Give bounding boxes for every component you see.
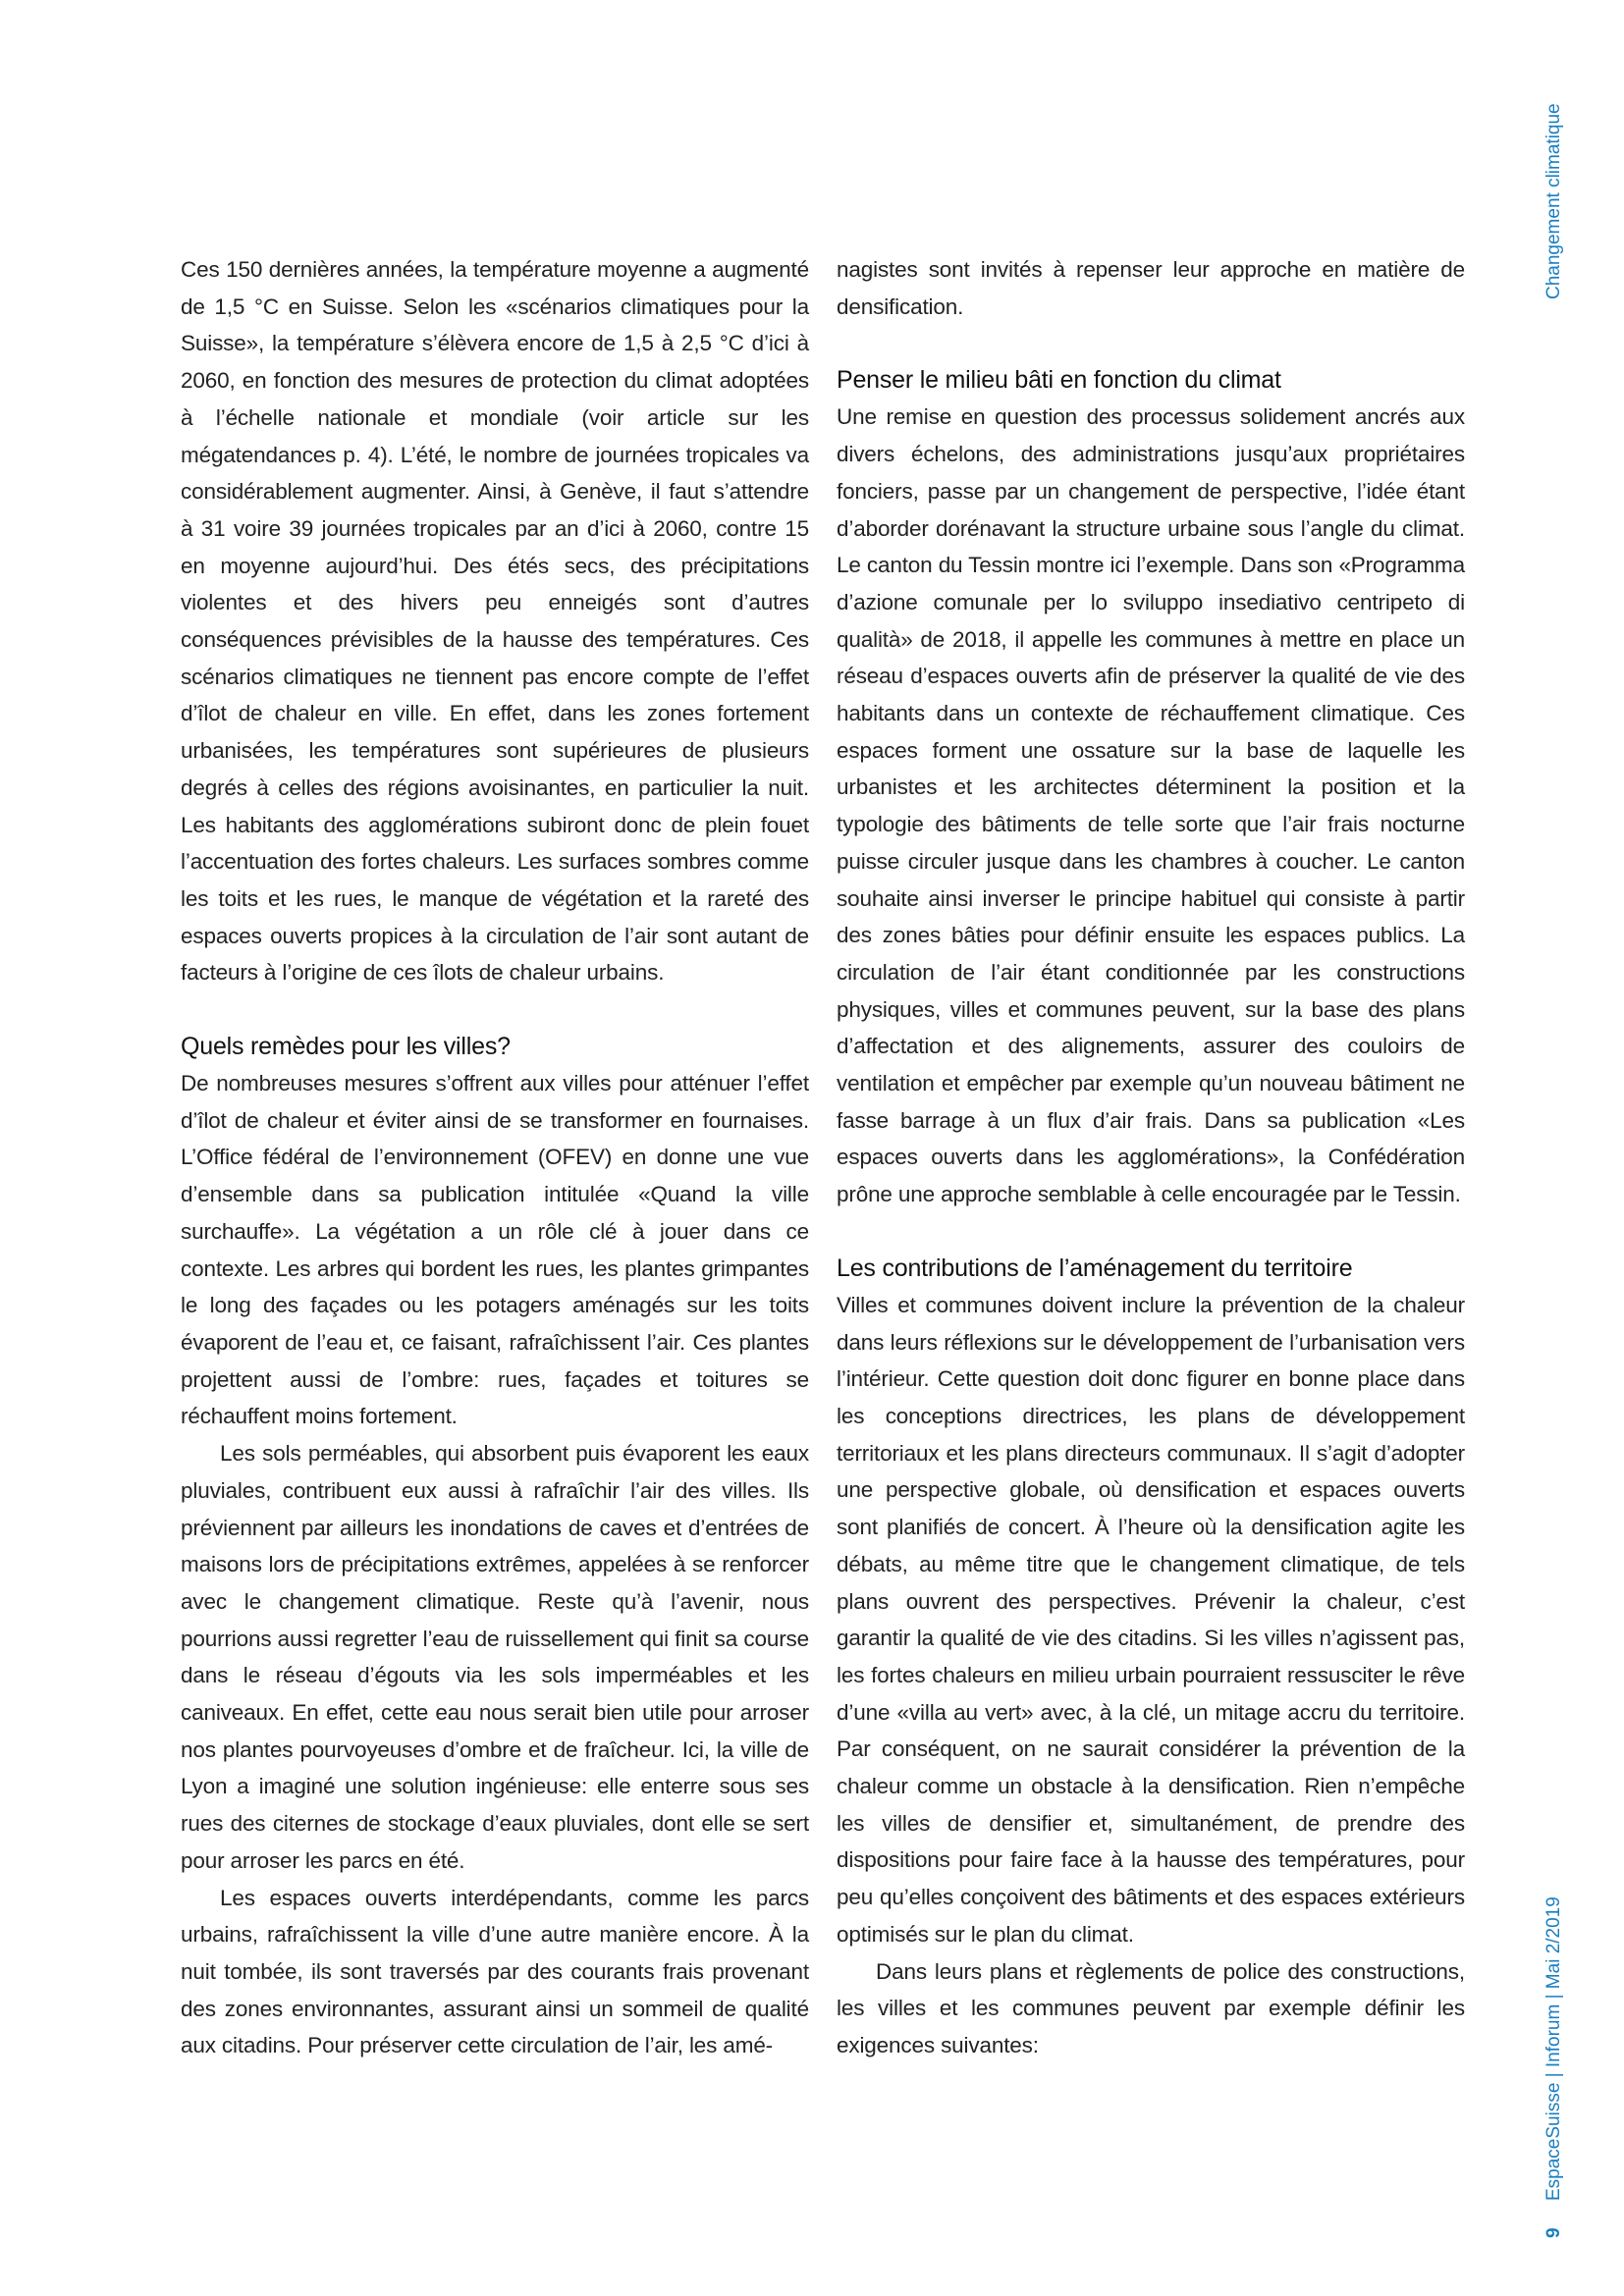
- paragraph-continuation: nagistes sont invités à repenser leur approche en matière de densification.: [837, 257, 1465, 319]
- left-column: [181, 251, 809, 2064]
- heading-contributions: Les contributions de l’aménagement du territoire: [837, 1254, 1353, 1282]
- heading-remedes: Quels remèdes pour les villes?: [181, 1033, 511, 1061]
- heading-milieu-bati: Penser le milieu bâti en fonction du climat: [837, 366, 1281, 395]
- paragraph-tessin: Une remise en question des processus solidement ancrés aux divers échelons, des administrations jusqu’aux propriétaires fonciers, passe par un changement de perspective, l’idée étant d’aborder dorénavant la structure urbaine sous l’angle du climat. Le canton du Tessin montre ici l’exemple. Dans son «Programma d’azione comunale per lo sviluppo insediativo centripeto di qualità» de 2018, il appelle les communes à mettre en place un réseau d’espaces ouverts afin de préserver la qualité de vie des habitants dans un contexte de réchauffement climatique. Ces espaces forment une ossature sur la base de laquelle les urbanistes et les architectes déterminent la position et la typologie des bâtiments de telle sorte que l’air frais nocturne puisse circuler jusque dans les chambres à coucher. Le canton souhaite ainsi inverser le principe habituel qui consiste à partir des zones bâties pour définir ensuite les espaces publics. La circulation de l’air étant conditionnée par les constructions physiques, villes et communes peuvent, sur la base des plans d’affectation et des alignements, assurer des couloirs de ventilation et empêcher par exemple qu’un nouveau bâtiment ne fasse barrage à un flux d’air frais. Dans sa publication «Les espaces ouverts dans les agglomérations», la Confédération prône une approche semblable à celle encouragée par le Tessin.: [837, 404, 1465, 1207]
- page-footer: [1540, 1845, 1569, 2238]
- right-column: [837, 251, 1465, 2064]
- paragraph-espaces-ouverts: Les espaces ouverts interdépendants, comme les parcs urbains, rafraîchissent la ville d’une autre manière encore. À la nuit tombée, ils sont traversés par des courants frais provenant des zones environnantes, assurant ainsi un sommeil de qualité aux citadins. Pour préserver cette circulation de l’air, les amé-: [181, 1885, 809, 2058]
- page-number: 9: [1543, 2227, 1564, 2238]
- paragraph-intro: Ces 150 dernières années, la température moyenne a augmenté de 1,5 °C en Suisse. Selon les «scénarios climatiques pour la Suisse», la température s’élèvera encore de 1,5 à 2,5 °C d’ici à 2060, en fonction des mesures de protection du climat adoptées à l’échelle nationale et mondiale (voir article sur les mégatendances p. 4). L’été, le nombre de journées tropicales va considérablement augmenter. Ainsi, à Genève, il faut s’attendre à 31 voire 39 journées tropicales par an d’ici à 2060, contre 15 en moyenne aujourd’hui. Des étés secs, des précipitations violentes et des hivers peu enneigés sont d’autres conséquences prévisibles de la hausse des températures. Ces scénarios climatiques ne tiennent pas encore compte de l’effet d’îlot de chaleur en ville. En effet, dans les zones fortement urbanisées, les températures sont supérieures de plusieurs degrés à celles des régions avoisinantes, en particulier la nuit. Les habitants des agglomérations subiront donc de plein fouet l’accentuation des fortes chaleurs. Les surfaces sombres comme les toits et les rues, le manque de végétation et la rareté des espaces ouverts propices à la circulation de l’air sont autant de facteurs à l’origine de ces îlots de chaleur urbains.: [181, 257, 809, 986]
- section-label: Changement climatique: [1543, 103, 1564, 299]
- paragraph-sols-permeables: Les sols perméables, qui absorbent puis évaporent les eaux pluviales, contribuent eux aussi à rafraîchir l’air des villes. Ils préviennent par ailleurs les inondations de caves et d’entrées de maisons lors de précipitations extrêmes, appelées à se renforcer avec le changement climatique. Reste qu’à l’avenir, nous pourrions aussi regretter l’eau de ruissellement qui finit sa course dans le réseau d’égouts via les sols imperméables et les caniveaux. En effet, cette eau nous serait bien utile pour arroser nos plantes pourvoyeuses d’ombre et de fraîcheur. Ici, la ville de Lyon a imaginé une solution ingénieuse: elle enterre sous ses rues des citernes de stockage d’eaux pluviales, dont elle se sert pour arroser les parcs en été.: [181, 1441, 809, 1873]
- publication-info: EspaceSuisse | Inforum | Mai 2/2019: [1543, 1896, 1564, 2202]
- paragraph-mesures: De nombreuses mesures s’offrent aux villes pour atténuer l’effet d’îlot de chaleur et éviter ainsi de se transformer en fournaises. L’Office fédéral de l’environnement (OFEV) en donne une vue d’ensemble dans sa publication intitulée «Quand la ville surchauffe». La végétation a un rôle clé à jouer dans ce contexte. Les arbres qui bordent les rues, les plantes grimpantes le long des façades ou les potagers aménagés sur les toits évaporent de l’eau et, ce faisant, rafraîchissent l’air. Ces plantes projettent aussi de l’ombre: rues, façades et toitures se réchauffent moins fortement.: [181, 1071, 809, 1429]
- paragraph-exigences: Dans leurs plans et règlements de police des constructions, les villes et les communes peuvent par exemple définir les exigences suivantes:: [837, 1958, 1465, 2057]
- paragraph-prevention: Villes et communes doivent inclure la prévention de la chaleur dans leurs réflexions sur le développement de l’urbanisation vers l’intérieur. Cette question doit donc figurer en bonne place dans les conceptions directrices, les plans de développement territoriaux et les plans directeurs communaux. Il s’agit d’adopter une perspective globale, où densification et espaces ouverts sont planifiés de concert. À l’heure où la densification agite les débats, au même titre que le changement climatique, de tels plans ouvrent des perspectives. Prévenir la chaleur, c’est garantir la qualité de vie des citadins. Si les villes n’agissent pas, les fortes chaleurs en milieu urbain pourraient ressusciter le rêve d’une «villa au vert» avec, à la clé, un mitage accru du territoire. Par conséquent, on ne saurait considérer la prévention de la chaleur comme un obstacle à la densification. Rien n’empêche les villes de densifier et, simultanément, de prendre des dispositions pour faire face à la hausse des températures, pour peu qu’elles conçoivent des bâtiments et des espaces extérieurs optimisés sur le plan du climat.: [837, 1292, 1465, 1947]
